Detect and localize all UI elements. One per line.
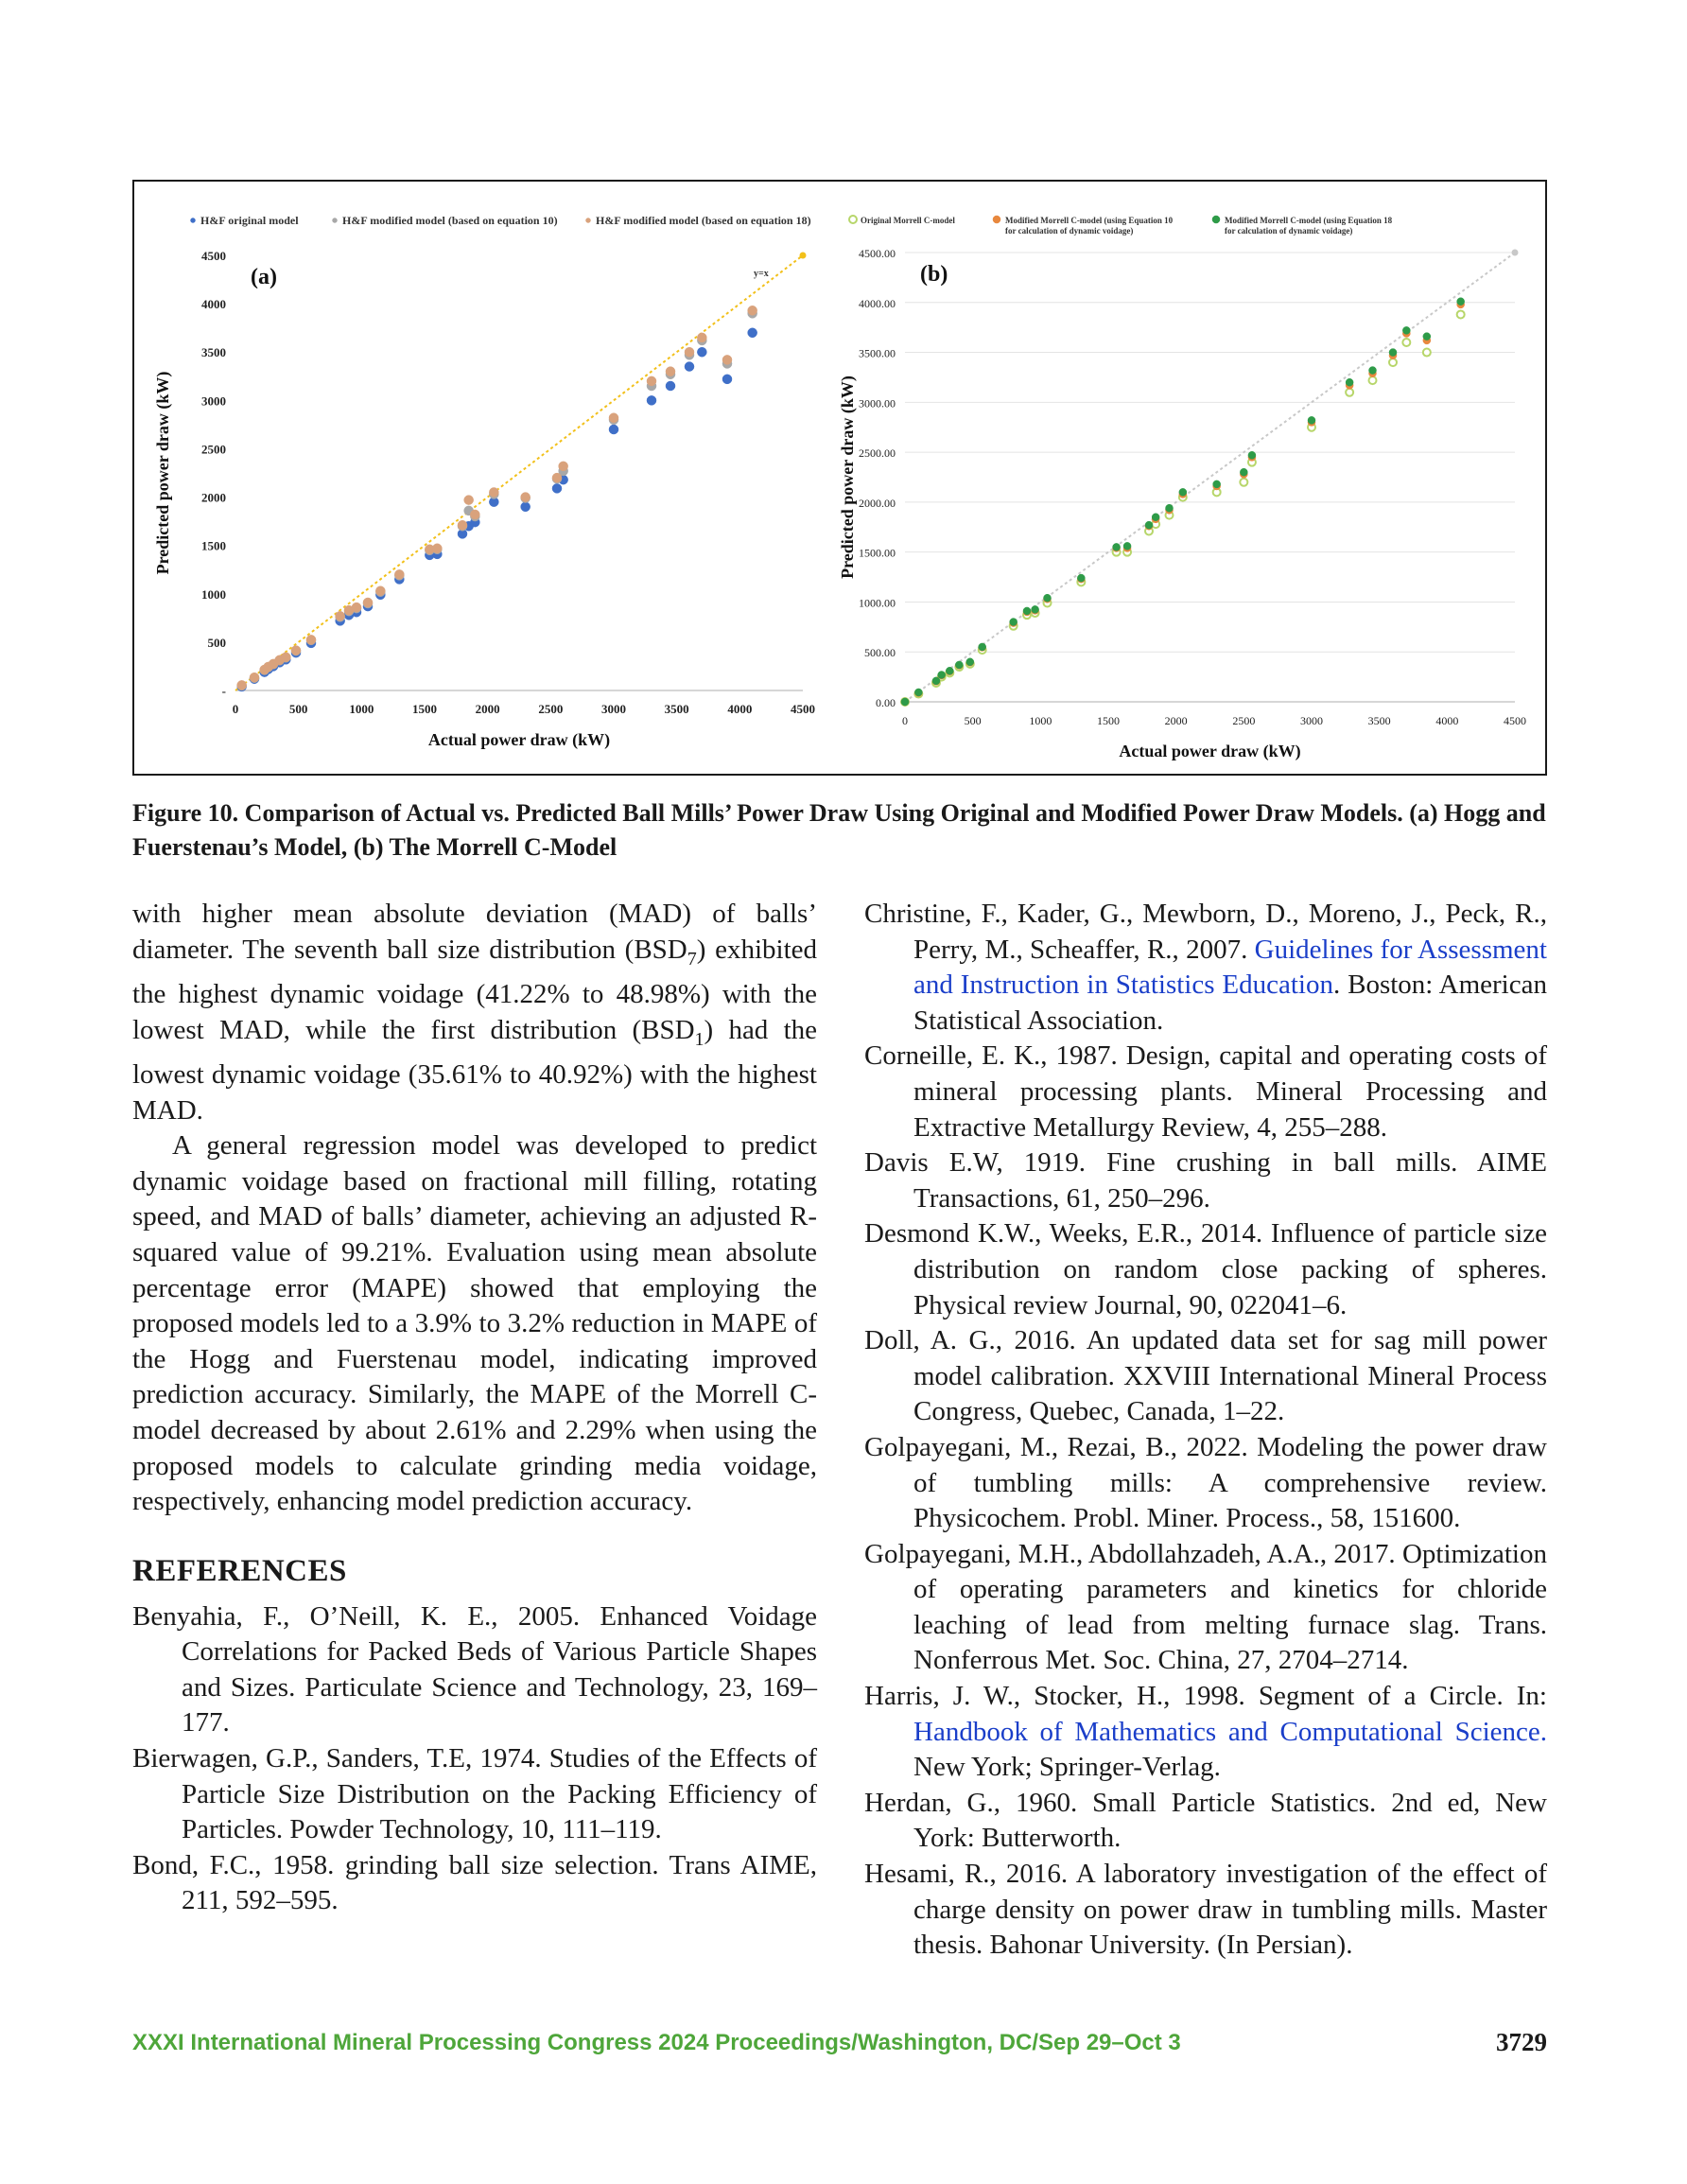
x-tick-label: 4000 [1435, 714, 1459, 727]
right-column [864, 897, 1547, 1964]
y-tick-label: 2500 [201, 442, 226, 457]
data-point [291, 646, 301, 655]
x-tick-label: 1500 [1097, 714, 1120, 727]
reference-text: Corneille, E. K., 1987. Design, capital and operating costs of mineral processing plants. Mineral Processing and Extractive Metallurgy Review, 4, 255–288. [864, 1040, 1547, 1143]
x-tick-label: 2500 [1232, 714, 1256, 727]
x-tick-label: 1000 [349, 702, 374, 716]
legend [191, 214, 811, 227]
data-point [394, 569, 404, 579]
y-tick-label: 1000 [201, 586, 226, 602]
data-point [1166, 504, 1174, 512]
data-point [748, 328, 757, 338]
page-number: 3729 [1496, 2028, 1547, 2056]
data-point [1123, 542, 1131, 550]
data-point [250, 673, 259, 682]
x-tick-label: 500 [288, 702, 308, 716]
x-tick-label: 4000 [727, 702, 753, 716]
data-point [1240, 479, 1247, 486]
x-tick-label: 3000 [601, 702, 626, 716]
reference-line-label: y=x [754, 269, 769, 279]
y-axis-title: Predicted power draw (kW) [838, 376, 857, 579]
reference-line-end-marker [1512, 250, 1519, 256]
data-point [237, 680, 247, 690]
y-tick-label: 3000 [201, 393, 226, 409]
chart-b [836, 182, 1547, 774]
legend-label: Original Morrell C-model [861, 216, 955, 225]
data-point [666, 381, 675, 391]
reference-line [905, 253, 1515, 702]
data-point [363, 598, 373, 607]
data-point [336, 611, 345, 620]
x-tick-label: 500 [964, 714, 982, 727]
reference-item [864, 1323, 1547, 1430]
y-tick-label: 3500 [201, 345, 226, 360]
data-point [666, 367, 675, 376]
data-point [1044, 594, 1052, 602]
data-point [1457, 310, 1465, 318]
reference-item [864, 1857, 1547, 1964]
data-point [697, 333, 706, 342]
data-point [521, 502, 530, 512]
reference-item [864, 1039, 1547, 1145]
reference-text: Davis E.W, 1919. Fine crushing in ball mills. AIME Transactions, 61, 250–296. [864, 1147, 1547, 1214]
x-tick-label: 4500 [1504, 714, 1526, 727]
legend-marker [993, 216, 1000, 223]
reference-text: Herdan, G., 1960. Small Particle Statistics. 2nd ed, New York: Butterworth. [864, 1787, 1547, 1854]
y-tick-label: 3500.00 [859, 346, 896, 360]
data-point [697, 347, 706, 357]
data-point [1402, 326, 1410, 334]
data-point [1023, 607, 1031, 615]
x-tick-label: 2000 [475, 702, 500, 716]
conclusion-paragraph-2: A general regression model was developed to predict dynamic voidage based on fractional mill filling, rotating speed, and MAD of balls’ diameter, achieving an adjusted R-squared value of 99.21%. Evaluation using mean absolute percentage error (MAPE) showed that employing the proposed models led to a 3.9% to 3.2% reduction in MAPE of the Hogg and Fuerstenau model, indicating improved prediction accuracy. Similarly, the MAPE of the Morrell C-model decreased by about 2.61% and 2.29% when using the proposed models to calculate grinding media voidage, respectively, enhancing model prediction accuracy. [132, 1130, 817, 1517]
data-point [470, 510, 479, 519]
data-point [1423, 333, 1431, 341]
reference-link[interactable]: Handbook of Mathematics and Computational Science. [913, 1716, 1547, 1747]
data-point [1032, 605, 1039, 613]
x-tick-label: 2000 [1164, 714, 1188, 727]
legend-label: for calculation of dynamic voidage) [1225, 226, 1353, 236]
references-heading: REFERENCES [132, 1553, 347, 1588]
y-tick-label: 4500 [201, 249, 226, 263]
data-point [552, 483, 562, 493]
y-tick-label: 4000 [201, 297, 226, 312]
x-axis-title: Actual power draw (kW) [427, 730, 611, 749]
reference-item: Bond, F.C., 1958. grinding ball size selection. Trans AIME, 211, 592–595. [132, 1849, 817, 1916]
legend-label: Modified Morrell C-model (using Equation 18 [1225, 216, 1393, 225]
x-tick-label: 3500 [664, 702, 689, 716]
y-tick-label: 1000.00 [859, 596, 896, 610]
legend-marker [849, 216, 857, 223]
reference-text: Golpayegani, M., Rezai, B., 2022. Modeling the power draw of tumbling mills: A comprehensive review. Physicochem. Probl. Miner. Process., 58, 151600. [864, 1431, 1547, 1534]
data-point [685, 347, 694, 357]
chart-a [134, 182, 834, 774]
x-tick-label: 1500 [412, 702, 437, 716]
reference-item: Benyahia, F., O’Neill, K. E., 2005. Enhanced Voidage Correlations for Packed Beds of Various Particle Shapes and Sizes. Particulate Science and Technology, 23, 169–177. [132, 1600, 817, 1738]
data-point [647, 395, 656, 405]
data-point [966, 658, 974, 666]
data-point [1369, 367, 1377, 375]
y-tick-label: 500 [207, 635, 226, 650]
reference-link[interactable]: Guidelines for Assessment and Instruction in Statistics Education [913, 934, 1547, 1001]
x-tick-label: 0 [902, 714, 908, 727]
reference-item [864, 1679, 1547, 1786]
data-point [1113, 543, 1121, 550]
legend-label: H&F modified model (based on equation 18) [596, 214, 811, 227]
reference-item [864, 1537, 1547, 1679]
data-point [1213, 480, 1221, 488]
data-point [609, 425, 618, 434]
y-tick-label: - [221, 684, 226, 698]
data-point [1308, 416, 1315, 424]
data-point [1423, 349, 1431, 357]
y-tick-label: 2000 [201, 490, 226, 505]
data-point [1240, 468, 1247, 476]
data-point [647, 376, 656, 386]
legend-label: H&F original model [200, 214, 299, 227]
data-point [552, 473, 562, 482]
data-point [1346, 389, 1353, 396]
legend-marker [1212, 216, 1220, 223]
reference-line-end-marker [800, 253, 807, 259]
reference-item [864, 1430, 1547, 1537]
data-point [281, 653, 290, 662]
conclusion-paragraph-1: with higher mean absolute deviation (MAD) of balls’ diameter. The seventh ball size distribution $(BSD_7)$ exhibited the highest dynamic voidage (41.22% to 48.98%) with the lowest MAD, while the first distribution $(BSD_1)$ had the lowest dynamic voidage (35.61% to 40.92%) with the highest MAD. [132, 899, 817, 1126]
data-point [748, 306, 757, 315]
data-point [1369, 376, 1377, 384]
data-point [938, 672, 946, 679]
page-footer [132, 2030, 1547, 2068]
subscript: 7 [687, 948, 697, 970]
data-point [914, 689, 922, 696]
y-tick-label: 3000.00 [859, 396, 896, 411]
legend-label: for calculation of dynamic voidage) [1005, 226, 1134, 236]
reference-item [864, 897, 1547, 1039]
left-column [132, 897, 817, 1919]
data-point [685, 362, 694, 372]
x-tick-label: 1000 [1029, 714, 1052, 727]
reference-text: Golpayegani, M.H., Abdollahzadeh, A.A., 2017. Optimization of operating parameters and kinetics for chloride leaching of lead from melting furnace slag. Trans. Nonferrous Met. Soc. China, 27, 2704–2714. [864, 1538, 1547, 1676]
reference-text: Desmond K.W., Weeks, E.R., 2014. Influence of particle size distribution on random close packing of spheres. Physical review Journal, 90, 022041–6. [864, 1218, 1547, 1320]
reference-text: Doll, A. G., 2016. An updated data set for sag mill power model calibration. XXVIII International Mineral Process Congress, Quebec, Canada, 1–22. [864, 1325, 1547, 1427]
y-tick-label: 2500.00 [859, 446, 896, 461]
data-point [901, 698, 909, 706]
panel-label: (a) [251, 265, 277, 289]
y-tick-label: 0.00 [876, 696, 896, 709]
y-tick-label: 1500 [201, 538, 226, 553]
reference-item [864, 1145, 1547, 1216]
data-point [352, 603, 361, 612]
legend [849, 216, 1393, 236]
data-point [722, 355, 732, 364]
data-point [1389, 358, 1397, 366]
data-point [1179, 488, 1187, 496]
reference-item [864, 1786, 1547, 1857]
data-point [521, 493, 530, 502]
figure-caption: Figure 10. Comparison of Actual vs. Predicted Ball Mills’ Power Draw Using Original and Modified Power Draw Models. (a) Hogg and Fuerstenau’s Model, (b) The Morrell C-Model [132, 799, 1546, 861]
data-point [1010, 619, 1017, 626]
legend-label: H&F modified model (based on equation 10) [342, 214, 558, 227]
subscript: 1 [694, 1028, 704, 1050]
data-point [375, 586, 385, 596]
legend-label: Modified Morrell C-model (using Equation 10 [1005, 216, 1174, 225]
panel-label: (b) [920, 262, 948, 287]
legend-marker [586, 218, 591, 223]
footer-conference-title: XXXI International Mineral Processing Congress 2024 Proceedings/Washington, DC/Sep 29–Oct 3 [132, 2030, 1181, 2055]
legend-marker [333, 218, 338, 223]
data-point [306, 635, 316, 644]
reference-item [864, 1216, 1547, 1323]
y-tick-label: 2000.00 [859, 496, 896, 510]
x-tick-label: 0 [232, 702, 239, 716]
data-point [955, 661, 963, 669]
data-point [432, 544, 442, 553]
x-tick-label: 3500 [1367, 714, 1391, 727]
y-tick-label: 500.00 [864, 646, 896, 660]
data-point [1346, 378, 1353, 386]
data-point [932, 677, 940, 685]
data-point [1389, 349, 1397, 357]
data-point [1457, 298, 1465, 306]
data-point [1145, 521, 1153, 529]
reference-text: Harris, J. W., Stocker, H., 1998. Segment of a Circle. In: [864, 1681, 1547, 1712]
data-point [458, 520, 467, 530]
x-tick-label: 3000 [1300, 714, 1323, 727]
data-point [946, 667, 953, 674]
data-point [609, 413, 618, 423]
reference-line [235, 255, 803, 690]
data-point [559, 462, 568, 471]
data-point [489, 487, 498, 497]
y-axis-title: Predicted power draw (kW) [153, 371, 172, 575]
figure-frame [132, 180, 1547, 776]
y-tick-label: 4500.00 [859, 247, 896, 260]
plot-area [153, 249, 815, 750]
data-point [1248, 451, 1256, 459]
legend-marker [191, 218, 196, 223]
data-point [1402, 339, 1410, 346]
x-tick-label: 4500 [791, 702, 815, 716]
data-point [979, 643, 986, 651]
y-tick-label: 4000.00 [859, 296, 896, 310]
reference-item: Bierwagen, G.P., Sanders, T.E, 1974. Studies of the Effects of Particle Size Distribution on the Packing Efficiency of Particles. Powder Technology, 10, 111–119. [132, 1743, 817, 1845]
data-point [1152, 514, 1159, 521]
x-tick-label: 2500 [538, 702, 564, 716]
data-point [464, 496, 474, 505]
reference-text: Christine, F., Kader, G., Mewborn, D., Moreno, J., Peck, R., Perry, M., Scheaffer, R., 2007. [864, 899, 1547, 965]
x-axis-title: Actual power draw (kW) [1119, 742, 1301, 760]
reference-text: New York; Springer-Verlag. [913, 1752, 1221, 1783]
data-point [1077, 574, 1085, 582]
plot-area [838, 247, 1526, 761]
reference-text: Hesami, R., 2016. A laboratory investigation of the effect of charge density on power draw in tumbling mills. Master thesis. Bahonar University. (In Persian). [864, 1859, 1547, 1961]
y-tick-label: 1500.00 [859, 546, 896, 560]
reference-text: . Boston: American Statistical Association. [913, 970, 1547, 1036]
data-point [722, 375, 732, 384]
